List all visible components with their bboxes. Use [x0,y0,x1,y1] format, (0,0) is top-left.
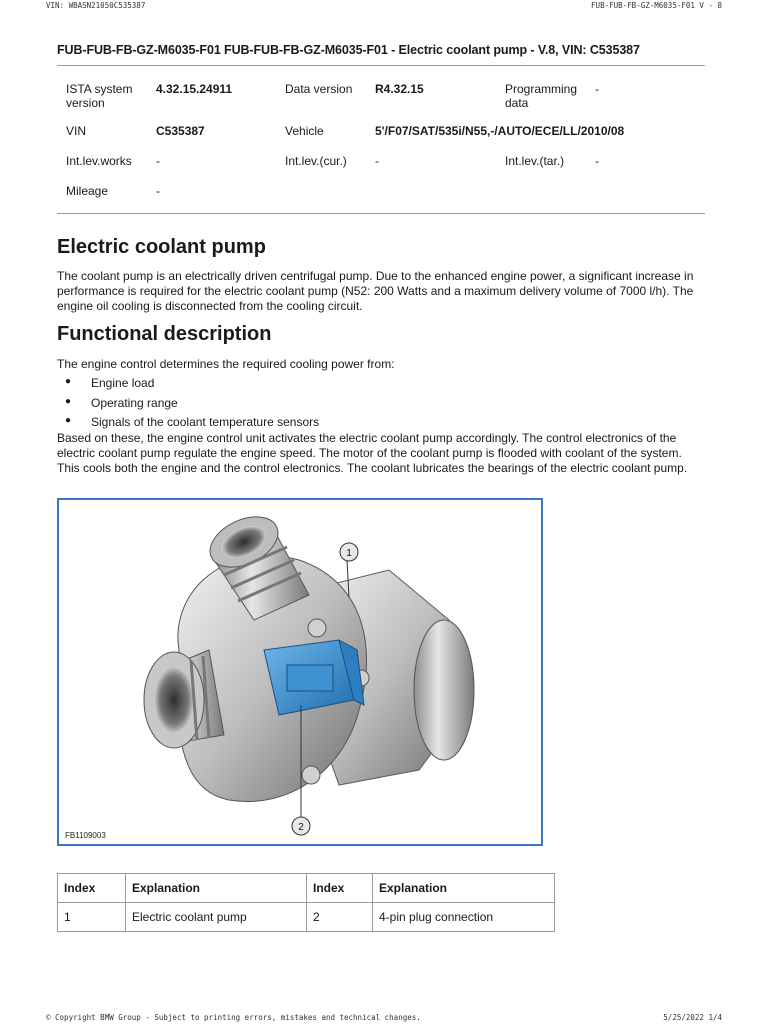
section-heading-pump: Electric coolant pump [57,236,266,258]
footer-page-info: 5/25/2022 1/4 [663,1013,722,1022]
int-tar-value: - [595,154,599,168]
vehicle-label: Vehicle [285,124,324,138]
footer-copyright: © Copyright BMW Group - Subject to printing errors, mistakes and technical changes. [46,1013,421,1022]
section-body-pump: The coolant pump is an electrically driven centrifugal pump. Due to the enhanced engine power, a significant increase in performance is required for the electric coolant pump (N52: 200 Watts and a maximum delivery volume of 7000 l/h). The engine oil cooling is disconnected from the cooling circuit. [57,269,694,313]
col-explanation-1: Explanation [126,874,307,903]
data-version-label: Data version [285,82,353,96]
coolant-pump-illustration [57,498,543,846]
mileage-value: - [156,184,160,198]
section-heading-function: Functional description [57,323,272,345]
table-row [58,903,555,932]
function-body: Based on these, the engine control unit activates the electric coolant pump accordingly. The control electronics of the electric coolant pump regulate the engine speed. The motor of the coolant pump is flooded with coolant of the system. This cools both the engine and the control electronics. The coolant lubricates the bearings of the electric coolant pump. [57,431,688,475]
figure-code: FB1109003 [65,831,106,840]
int-cur-label: Int.lev.(cur.) [285,154,347,168]
info-divider [57,213,705,214]
int-tar-label: Int.lev.(tar.) [505,154,565,168]
mileage-label: Mileage [66,184,109,198]
callout-2: 2 [298,822,304,833]
document-title: FUB-FUB-FB-GZ-M6035-F01 FUB-FUB-FB-GZ-M6035-F01 - Electric coolant pump - V.8, VIN: C535387 [57,43,640,57]
title-divider [57,65,705,66]
col-index-1: Index [58,874,126,903]
cell-explanation: Electric coolant pump [126,903,307,932]
programming-label: Programming data [505,82,578,110]
cell-index: 2 [307,903,373,932]
ista-label: ISTA system version [66,82,133,110]
index-legend-table [57,873,555,932]
callout-1: 1 [346,548,352,559]
vin-value: C535387 [156,124,205,138]
table-header-row [58,874,555,903]
pump-drawing-icon [59,500,541,844]
programming-value: - [595,82,599,96]
vin-label: VIN [66,124,87,138]
header-document-id: FUB-FUB-FB-GZ-M6035-F01 V - 8 [591,1,722,10]
data-version-value: R4.32.15 [375,82,424,96]
bullet-icon: ● [65,415,72,426]
ista-value: 4.32.15.24911 [156,82,233,96]
int-cur-value: - [375,154,379,168]
header-vin: VIN: WBASN21050C535387 [46,1,146,10]
cell-index: 1 [58,903,126,932]
bullet-icon: ● [65,376,72,387]
col-explanation-2: Explanation [373,874,555,903]
col-index-2: Index [307,874,373,903]
bullet-icon: ● [65,396,72,407]
int-works-value: - [156,154,160,168]
cell-explanation: 4-pin plug connection [373,903,555,932]
function-intro: The engine control determines the required cooling power from: [57,357,395,371]
vehicle-value: 5'/F07/SAT/535i/N55,-/AUTO/ECE/LL/2010/08 [375,124,625,138]
int-works-label: Int.lev.works [66,154,132,168]
